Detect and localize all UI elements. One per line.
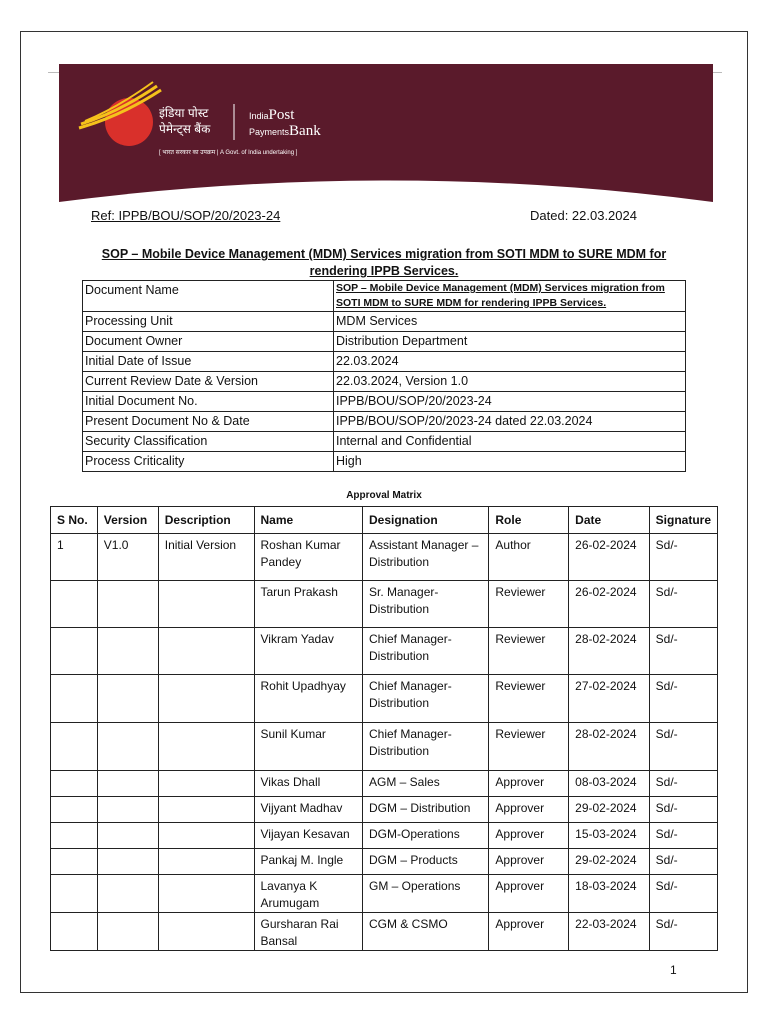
approval-row — [51, 628, 718, 675]
cell-version — [97, 823, 158, 849]
col-header-name: Name — [254, 507, 363, 534]
cell-description: Initial Version — [158, 534, 254, 581]
cell-date: 22-03-2024 — [569, 913, 650, 951]
approval-row — [51, 771, 718, 797]
info-value: 22.03.2024 — [334, 352, 686, 372]
cell-sno — [51, 849, 98, 875]
info-label: Current Review Date & Version — [83, 372, 334, 392]
cell-signature: Sd/- — [649, 849, 717, 875]
document-date: Dated: 22.03.2024 — [530, 208, 637, 223]
info-value: 22.03.2024, Version 1.0 — [334, 372, 686, 392]
cell-name: Roshan Kumar Pandey — [254, 534, 363, 581]
cell-designation: GM – Operations — [363, 875, 489, 913]
cell-description — [158, 581, 254, 628]
approval-row — [51, 849, 718, 875]
cell-signature: Sd/- — [649, 913, 717, 951]
info-label: Initial Date of Issue — [83, 352, 334, 372]
cell-role: Reviewer — [489, 675, 569, 723]
approval-row — [51, 675, 718, 723]
cell-signature: Sd/- — [649, 823, 717, 849]
approval-row — [51, 913, 718, 951]
info-row — [83, 332, 686, 352]
info-row — [83, 452, 686, 472]
cell-description — [158, 723, 254, 771]
cell-name: Gursharan Rai Bansal — [254, 913, 363, 951]
cell-date: 18-03-2024 — [569, 875, 650, 913]
cell-version — [97, 797, 158, 823]
brand-india: India — [249, 111, 269, 121]
cell-role: Approver — [489, 849, 569, 875]
col-header-version: Version — [97, 507, 158, 534]
brand-payments: Payments — [249, 127, 290, 137]
col-header-date: Date — [569, 507, 650, 534]
cell-role: Reviewer — [489, 581, 569, 628]
reference-number: Ref: IPPB/BOU/SOP/20/2023-24 — [91, 208, 281, 223]
cell-description — [158, 628, 254, 675]
cell-date: 29-02-2024 — [569, 849, 650, 875]
cell-sno — [51, 675, 98, 723]
brand-tagline: [ भारत सरकार का उपक्रम | A Govt. of India undertaking ] — [159, 150, 298, 156]
cell-designation: CGM & CSMO — [363, 913, 489, 951]
banner-shape — [59, 64, 713, 204]
col-header-description: Description — [158, 507, 254, 534]
cell-version — [97, 771, 158, 797]
info-label: Initial Document No. — [83, 392, 334, 412]
col-header-designation: Designation — [363, 507, 489, 534]
cell-sno — [51, 771, 98, 797]
approval-body — [51, 534, 718, 951]
header-banner — [59, 64, 713, 204]
approval-row — [51, 797, 718, 823]
cell-date: 28-02-2024 — [569, 628, 650, 675]
info-value: IPPB/BOU/SOP/20/2023-24 — [334, 392, 686, 412]
approval-row — [51, 875, 718, 913]
cell-name: Tarun Prakash — [254, 581, 363, 628]
info-value: Internal and Confidential — [334, 432, 686, 452]
cell-sno: 1 — [51, 534, 98, 581]
info-row — [83, 372, 686, 392]
cell-sno — [51, 875, 98, 913]
cell-role: Approver — [489, 875, 569, 913]
cell-description — [158, 823, 254, 849]
info-row — [83, 432, 686, 452]
cell-role: Approver — [489, 913, 569, 951]
cell-role: Approver — [489, 797, 569, 823]
cell-description — [158, 797, 254, 823]
cell-designation: DGM – Distribution — [363, 797, 489, 823]
cell-designation: Assistant Manager – Distribution — [363, 534, 489, 581]
cell-date: 15-03-2024 — [569, 823, 650, 849]
col-header-sno: S No. — [51, 507, 98, 534]
cell-name: Rohit Upadhyay — [254, 675, 363, 723]
cell-signature: Sd/- — [649, 534, 717, 581]
cell-date: 26-02-2024 — [569, 581, 650, 628]
cell-designation: DGM – Products — [363, 849, 489, 875]
cell-sno — [51, 823, 98, 849]
cell-signature: Sd/- — [649, 771, 717, 797]
info-value: Distribution Department — [334, 332, 686, 352]
approval-matrix-caption: Approval Matrix — [346, 490, 422, 501]
cell-designation: Chief Manager-Distribution — [363, 628, 489, 675]
cell-sno — [51, 913, 98, 951]
cell-signature: Sd/- — [649, 723, 717, 771]
brand-bank: Bank — [289, 123, 321, 139]
cell-role: Reviewer — [489, 628, 569, 675]
info-row — [83, 352, 686, 372]
brand-english-line2 — [249, 122, 321, 140]
cell-name: Vikram Yadav — [254, 628, 363, 675]
cell-name: Vijayan Kesavan — [254, 823, 363, 849]
cell-description — [158, 849, 254, 875]
cell-date: 08-03-2024 — [569, 771, 650, 797]
info-row — [83, 412, 686, 432]
cell-description — [158, 875, 254, 913]
cell-role: Approver — [489, 771, 569, 797]
cell-version — [97, 913, 158, 951]
cell-version — [97, 849, 158, 875]
approval-row — [51, 823, 718, 849]
cell-date: 26-02-2024 — [569, 534, 650, 581]
cell-description — [158, 913, 254, 951]
info-value: High — [334, 452, 686, 472]
cell-version: V1.0 — [97, 534, 158, 581]
col-header-signature: Signature — [649, 507, 717, 534]
info-row — [83, 281, 686, 312]
cell-role: Approver — [489, 823, 569, 849]
cell-signature: Sd/- — [649, 581, 717, 628]
cell-description — [158, 675, 254, 723]
cell-designation: AGM – Sales — [363, 771, 489, 797]
info-label: Security Classification — [83, 432, 334, 452]
info-value: SOP – Mobile Device Management (MDM) Services migration from SOTI MDM to SURE MDM for rendering IPPB Services. — [334, 281, 686, 312]
cell-designation: Chief Manager-Distribution — [363, 723, 489, 771]
cell-signature: Sd/- — [649, 797, 717, 823]
info-label: Document Name — [83, 281, 334, 312]
col-header-role: Role — [489, 507, 569, 534]
approval-row — [51, 581, 718, 628]
approval-row — [51, 534, 718, 581]
approval-matrix-table — [50, 506, 718, 951]
info-value: MDM Services — [334, 312, 686, 332]
cell-sno — [51, 581, 98, 628]
cell-signature: Sd/- — [649, 675, 717, 723]
brand-hindi-line1: इंडिया पोस्ट — [159, 106, 209, 120]
info-label: Processing Unit — [83, 312, 334, 332]
info-row — [83, 392, 686, 412]
cell-version — [97, 675, 158, 723]
brand-post: Post — [268, 107, 295, 123]
header-rule-right — [712, 72, 722, 73]
cell-date: 28-02-2024 — [569, 723, 650, 771]
info-label: Process Criticality — [83, 452, 334, 472]
info-row — [83, 312, 686, 332]
cell-name: Sunil Kumar — [254, 723, 363, 771]
info-label: Present Document No & Date — [83, 412, 334, 432]
info-value: IPPB/BOU/SOP/20/2023-24 dated 22.03.2024 — [334, 412, 686, 432]
cell-designation: DGM-Operations — [363, 823, 489, 849]
cell-version — [97, 723, 158, 771]
document-info-table — [82, 280, 686, 472]
cell-name: Vikas Dhall — [254, 771, 363, 797]
info-label: Document Owner — [83, 332, 334, 352]
cell-sno — [51, 797, 98, 823]
cell-version — [97, 628, 158, 675]
cell-date: 29-02-2024 — [569, 797, 650, 823]
cell-signature: Sd/- — [649, 628, 717, 675]
cell-sno — [51, 723, 98, 771]
cell-version — [97, 875, 158, 913]
cell-role: Reviewer — [489, 723, 569, 771]
cell-description — [158, 771, 254, 797]
cell-version — [97, 581, 158, 628]
approval-row — [51, 723, 718, 771]
approval-header-row — [51, 507, 718, 534]
cell-designation: Sr. Manager-Distribution — [363, 581, 489, 628]
cell-name: Vijyant Madhav — [254, 797, 363, 823]
cell-designation: Chief Manager-Distribution — [363, 675, 489, 723]
cell-sno — [51, 628, 98, 675]
cell-name: Lavanya K Arumugam — [254, 875, 363, 913]
document-title: SOP – Mobile Device Management (MDM) Services migration from SOTI MDM to SURE MDM for rendering IPPB Services. — [101, 247, 667, 278]
page-number: 1 — [670, 963, 677, 977]
brand-hindi-line2: पेमेन्ट्स बैंक — [159, 122, 211, 136]
cell-date: 27-02-2024 — [569, 675, 650, 723]
cell-role: Author — [489, 534, 569, 581]
cell-signature: Sd/- — [649, 875, 717, 913]
cell-name: Pankaj M. Ingle — [254, 849, 363, 875]
